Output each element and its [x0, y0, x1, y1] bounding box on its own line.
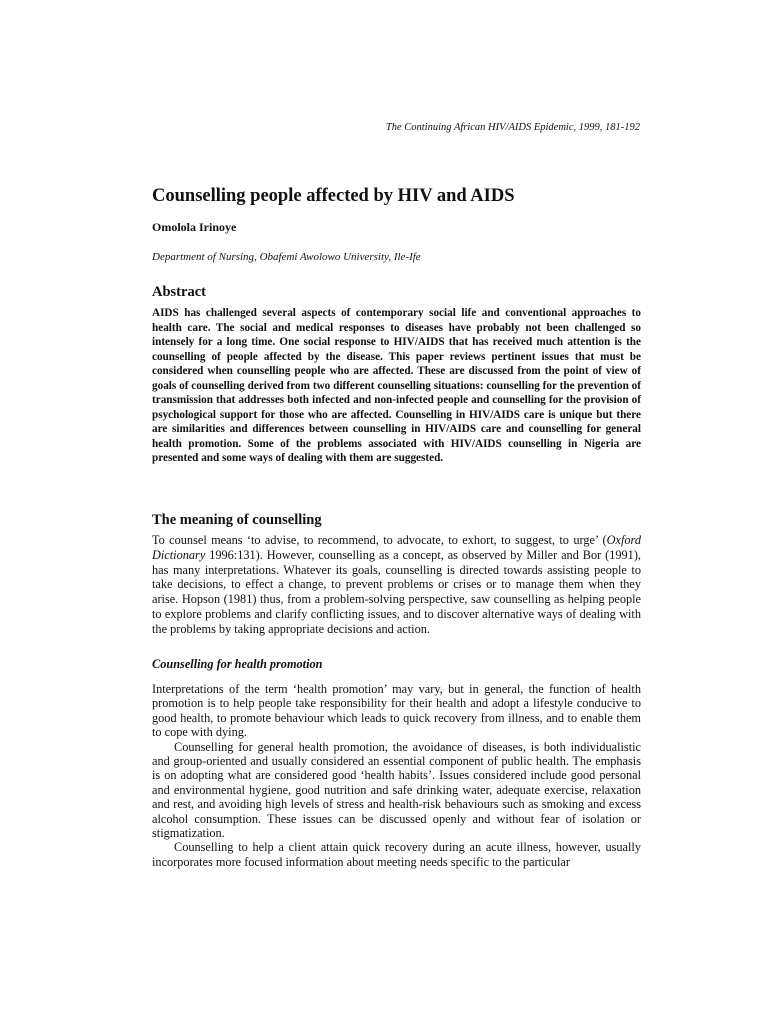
affiliation-city: Ile-Ife — [393, 251, 421, 263]
affiliation-university: Obafemi Awolowo University — [259, 251, 389, 263]
paragraph: Interpretations of the term ‘health promotion’ may vary, but in general, the function of health promotion is to help people take responsibility for their health and adopt a lifestyle conducive to good health, to promote behaviour which leads to quick recovery from illness, and to enable them to cope with dying. — [152, 682, 641, 740]
paragraph: Counselling for general health promotion, the avoidance of diseases, is both individualistic and group-oriented and usually considered an essential component of public health. The emphasis is on adopting what are considered good ‘health habits’. Issues considered include good personal and environmental hygiene, good nutrition and safe drinking water, adequate exercise, relaxation and rest, and avoiding high levels of stress and health-risk behaviours such as smoking and excess alcohol consumption. These issues can be discussed openly and without fear of isolation or stigmatization. — [152, 739, 641, 841]
abstract-text: AIDS has challenged several aspects of contemporary social life and conventional approaches to health care. The social and medical responses to diseases have probably not been challenged so intensely for a long time. One social response to HIV/AIDS that has received much attention is the counselling of people affected by the disease. This paper reviews pertinent issues that must be considered when counselling people who are affected. These are discussed from the point of view of goals of counselling derived from two different counselling situations: counselling for the prevention of transmission that addresses both infected and non-infected people and counselling for the provision of psychological support for those who are affected. Counselling in HIV/AIDS care is unique but there are similarities and differences between counselling in HIV/AIDS care and counselling for general health promotion. Some of the problems associated with HIV/AIDS counselling in Nigeria are presented and some ways of dealing with them are suggested. — [152, 307, 641, 464]
paragraph-text-start: To counsel means ‘to advise, to recommend, to advocate, to exhort, to suggest, to urge’ ( — [152, 533, 607, 547]
citation-dictionary: Oxford Dictionary — [152, 533, 641, 562]
section-heading-meaning: The meaning of counselling — [152, 512, 322, 528]
section-paragraph-meaning — [152, 533, 641, 637]
affiliation-department: Department of Nursing — [152, 251, 255, 263]
paragraph-text-rest: 1996:131). However, counselling as a concept, as observed by Miller and Bor (1991), has many interpretations. Whatever its goals, counselling is directed towards assisting people to take decisions, to effect a change, to prevent problems or crises or to manage them when they arise. Hopson (1981) thus, from a problem-solving perspective, saw counselling as helping people to explore problems and clarify conflicting issues, and to discover alternative ways of dealing with the problems by taking appropriate decisions and action. — [152, 547, 641, 636]
paper-title: Counselling people affected by HIV and AIDS — [152, 186, 515, 206]
subsection-heading-health-promotion: Counselling for health promotion — [152, 657, 323, 671]
affiliation: Department of Nursing, Obafemi Awolowo University, Ile-Ife — [152, 251, 421, 263]
paragraph: Counselling to help a client attain quick recovery during an acute illness, however, usually incorporates more focused information about meeting needs specific to the particular — [152, 840, 641, 869]
abstract-heading: Abstract — [152, 284, 206, 300]
author-name: Omolola Irinoye — [152, 220, 237, 234]
running-head: The Continuing African HIV/AIDS Epidemic, 1999, 181-192 — [385, 122, 640, 133]
subsection-body — [152, 682, 641, 869]
